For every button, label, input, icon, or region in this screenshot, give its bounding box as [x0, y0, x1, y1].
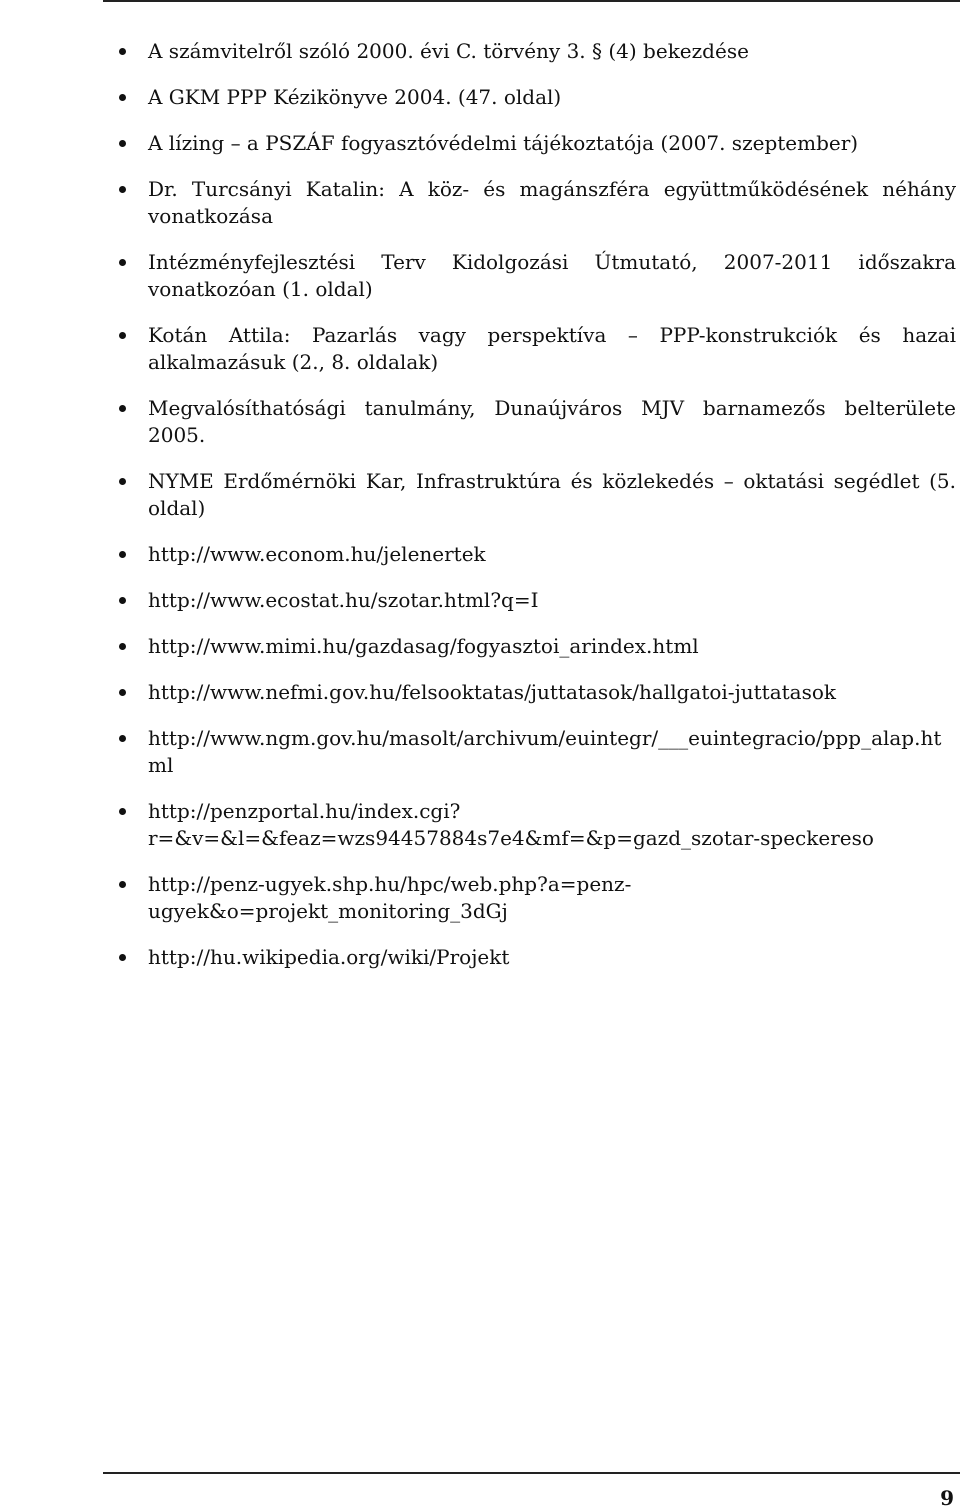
bullet-icon	[119, 954, 126, 961]
bullet-icon	[119, 808, 126, 815]
reference-link[interactable]: http://www.ecostat.hu/szotar.html?q=I	[148, 588, 539, 612]
reference-text: Dr. Turcsányi Katalin: A köz- és magánszféra együttműködésének néhány vonatkozása	[148, 177, 956, 228]
reference-link[interactable]: http://penz-ugyek.shp.hu/hpc/web.php?a=penz-ugyek&o=projekt_monitoring_3dGj	[148, 872, 632, 923]
bullet-icon	[119, 597, 126, 604]
reference-text: Intézményfejlesztési Terv Kidolgozási Útmutató, 2007-2011 időszakra vonatkozóan (1. oldal)	[148, 250, 956, 301]
reference-link-item[interactable]	[148, 944, 956, 971]
reference-link[interactable]: http://www.econom.hu/jelenertek	[148, 542, 486, 566]
bullet-icon	[119, 881, 126, 888]
reference-item	[148, 176, 956, 230]
reference-item	[148, 322, 956, 376]
reference-text: Megvalósíthatósági tanulmány, Dunaújváros MJV barnamezős belterülete 2005.	[148, 396, 956, 447]
reference-link[interactable]: http://www.nefmi.gov.hu/felsooktatas/juttatasok/hallgatoi-juttatasok	[148, 680, 837, 704]
page-number: 9	[940, 1486, 954, 1510]
reference-link[interactable]: http://www.ngm.gov.hu/masolt/archivum/euintegr/___euintegracio/ppp_alap.html	[148, 726, 942, 777]
reference-link-item[interactable]	[148, 871, 956, 925]
reference-item	[148, 395, 956, 449]
bullet-icon	[119, 478, 126, 485]
reference-link-item[interactable]	[148, 798, 956, 852]
reference-item	[148, 84, 956, 111]
reference-item	[148, 249, 956, 303]
reference-link-item[interactable]	[148, 541, 956, 568]
reference-link[interactable]: http://www.mimi.hu/gazdasag/fogyasztoi_arindex.html	[148, 634, 699, 658]
reference-link[interactable]: http://hu.wikipedia.org/wiki/Projekt	[148, 945, 510, 969]
bullet-icon	[119, 186, 126, 193]
reference-item	[148, 38, 956, 65]
reference-text: A számvitelről szóló 2000. évi C. törvény 3. § (4) bekezdése	[148, 39, 749, 63]
header-rule	[103, 0, 960, 2]
reference-link[interactable]: http://penzportal.hu/index.cgi?r=&v=&l=&feaz=wzs94457884s7e4&mf=&p=gazd_szotar-speckereso	[148, 799, 874, 850]
reference-text: A GKM PPP Kézikönyve 2004. (47. oldal)	[148, 85, 562, 109]
reference-text: A lízing – a PSZÁF fogyasztóvédelmi tájékoztatója (2007. szeptember)	[148, 131, 859, 155]
reference-link-item[interactable]	[148, 587, 956, 614]
bullet-icon	[119, 140, 126, 147]
bullet-icon	[119, 643, 126, 650]
bullet-icon	[119, 551, 126, 558]
bullet-icon	[119, 259, 126, 266]
reference-text: Kotán Attila: Pazarlás vagy perspektíva – PPP-konstrukciók és hazai alkalmazásuk (2., 8. oldalak)	[148, 323, 956, 374]
reference-link-item[interactable]	[148, 679, 956, 706]
reference-item	[148, 468, 956, 522]
reference-item	[148, 130, 956, 157]
reference-link-item[interactable]	[148, 725, 956, 779]
bullet-icon	[119, 48, 126, 55]
bullet-icon	[119, 689, 126, 696]
bullet-icon	[119, 332, 126, 339]
footer-rule	[103, 1472, 960, 1474]
bullet-icon	[119, 405, 126, 412]
bullet-icon	[119, 94, 126, 101]
bullet-icon	[119, 735, 126, 742]
reference-text: NYME Erdőmérnöki Kar, Infrastruktúra és közlekedés – oktatási segédlet (5. oldal)	[148, 469, 956, 520]
reference-link-item[interactable]	[148, 633, 956, 660]
reference-list	[148, 38, 956, 990]
